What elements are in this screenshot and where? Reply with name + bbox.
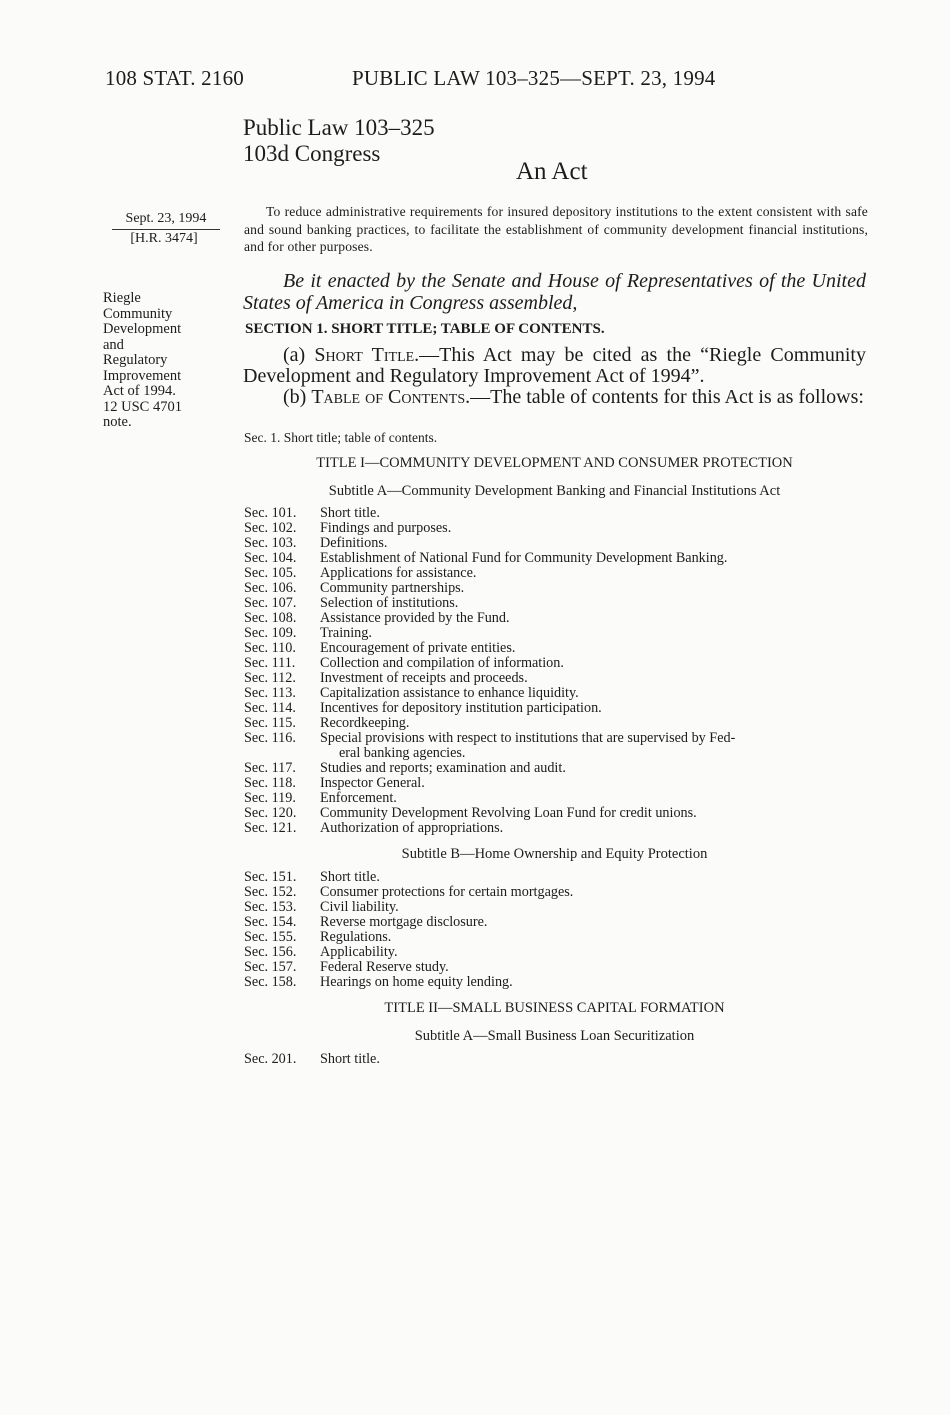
toc-entry bbox=[244, 686, 868, 701]
public-law-number: Public Law 103–325 bbox=[243, 115, 435, 140]
toc-entry-number: Sec. 108. bbox=[244, 610, 297, 626]
toc-entry bbox=[244, 806, 868, 821]
toc-entry-title: Community partnerships. bbox=[320, 580, 465, 596]
toc-entry-number: Sec. 118. bbox=[244, 775, 296, 791]
toc-entry-title: Regulations. bbox=[320, 929, 392, 945]
toc-entry-number: Sec. 103. bbox=[244, 535, 297, 551]
toc-entry bbox=[244, 611, 868, 626]
toc-entry-title: Short title. bbox=[320, 505, 380, 521]
toc-entry-number: Sec. 119. bbox=[244, 790, 296, 806]
toc-entry-title: Short title. bbox=[320, 1051, 380, 1067]
enacting-clause: Be it enacted by the Senate and House of Representatives of the United States of America in Congress assembled, bbox=[243, 270, 866, 314]
page-stat-number: 108 STAT. 2160 bbox=[105, 66, 244, 90]
margin-note-line: note. bbox=[103, 414, 132, 430]
toc-entry-number: Sec. 106. bbox=[244, 580, 297, 596]
toc-entry bbox=[244, 975, 868, 990]
margin-note-line: Riegle bbox=[103, 290, 141, 306]
subsection-a-caption: Short Title bbox=[314, 344, 415, 366]
toc-entry bbox=[244, 641, 868, 656]
toc-entry bbox=[244, 536, 868, 551]
title-1-subtitle-b-heading: Subtitle B—Home Ownership and Equity Protection bbox=[401, 846, 708, 862]
toc-entry bbox=[244, 671, 868, 686]
subsection-a-label: (a) bbox=[283, 344, 315, 366]
toc-entry bbox=[244, 900, 868, 915]
title-1-heading: TITLE I—COMMUNITY DEVELOPMENT AND CONSUMER PROTECTION bbox=[316, 455, 793, 471]
subsection-b-label: (b) bbox=[283, 386, 312, 408]
toc-entry-title: Federal Reserve study. bbox=[320, 959, 449, 975]
toc-entry bbox=[244, 506, 868, 521]
toc-entry-number: Sec. 154. bbox=[244, 914, 297, 930]
toc-entry-number: Sec. 102. bbox=[244, 520, 297, 536]
toc-entry bbox=[244, 731, 868, 746]
toc-entry-title: Encouragement of private entities. bbox=[320, 640, 516, 656]
toc-entry-title: Studies and reports; examination and audit. bbox=[320, 760, 566, 776]
act-purpose-text: To reduce administrative requirements for insured depository institutions to the extent consistent with safe and sound banking practices, to facilitate the establishment of community development financial institutions, and for other purposes. bbox=[244, 204, 868, 254]
toc-entry bbox=[244, 551, 868, 566]
margin-note-line: Act of 1994. bbox=[103, 383, 176, 399]
margin-date-box bbox=[100, 210, 228, 248]
margin-note-line: Community bbox=[103, 305, 173, 322]
toc-entry bbox=[244, 761, 868, 776]
toc-entry bbox=[244, 521, 868, 536]
toc-entry-number: Sec. 104. bbox=[244, 550, 297, 566]
subsection-a bbox=[243, 345, 866, 387]
toc-entry-number: Sec. 153. bbox=[244, 899, 297, 915]
title-2-subtitle-a-heading: Subtitle A—Small Business Loan Securitization bbox=[414, 1028, 695, 1044]
toc-entry-number: Sec. 115. bbox=[244, 715, 296, 731]
toc-entry-title: Investment of receipts and proceeds. bbox=[320, 670, 528, 686]
toc-entry-number: Sec. 155. bbox=[244, 929, 297, 945]
toc-entry bbox=[244, 581, 868, 596]
toc-entry-title: Selection of institutions. bbox=[320, 595, 459, 611]
toc-entry-number: Sec. 113. bbox=[244, 685, 296, 701]
toc-entry-number: Sec. 105. bbox=[244, 565, 297, 581]
toc-entry-title: Applicability. bbox=[320, 944, 398, 960]
toc-entry-title: Hearings on home equity lending. bbox=[320, 974, 513, 990]
act-purpose bbox=[244, 203, 868, 256]
subsection-a-text: .—This Act may be cited as the “Riegle Community Development and Regulatory Improvement Act of 1994”. bbox=[243, 344, 866, 387]
toc-entry-title: Authorization of appropriations. bbox=[320, 820, 504, 836]
toc-entry-number: Sec. 116. bbox=[244, 730, 296, 746]
toc-list-subtitle-a bbox=[244, 506, 868, 836]
toc-entry-number: Sec. 152. bbox=[244, 884, 297, 900]
toc-entry-number: Sec. 111. bbox=[244, 655, 296, 671]
toc-entry bbox=[244, 930, 868, 945]
margin-date: Sept. 23, 1994 bbox=[112, 210, 220, 230]
toc-entry bbox=[244, 596, 868, 611]
toc-entry-title: Recordkeeping. bbox=[320, 715, 410, 731]
title-2-heading: TITLE II—SMALL BUSINESS CAPITAL FORMATION bbox=[384, 1000, 725, 1016]
toc-entry-number: Sec. 117. bbox=[244, 760, 296, 776]
toc-entry-title: Findings and purposes. bbox=[320, 520, 452, 536]
toc-entry-title: Short title. bbox=[320, 869, 380, 885]
toc-entry-number: Sec. 158. bbox=[244, 974, 297, 990]
margin-note-line: Improvement bbox=[103, 367, 182, 384]
margin-bill: [H.R. 3474] bbox=[130, 231, 198, 246]
toc-entry-title: Civil liability. bbox=[320, 899, 399, 915]
margin-note bbox=[103, 291, 225, 431]
toc-entry-number: Sec. 157. bbox=[244, 959, 297, 975]
toc-entry-title: Community Development Revolving Loan Fund for credit unions. bbox=[320, 805, 697, 821]
toc-entry-number: Sec. 151. bbox=[244, 869, 297, 885]
toc-entry-title: Inspector General. bbox=[320, 775, 425, 791]
toc-entry bbox=[244, 1052, 868, 1067]
toc-entry bbox=[244, 716, 868, 731]
toc-entry-title: Collection and compilation of information. bbox=[320, 655, 564, 671]
toc-entry bbox=[244, 945, 868, 960]
toc-entry-title: Special provisions with respect to institutions that are supervised by Fed- bbox=[320, 730, 736, 746]
toc-entry-number: Sec. 109. bbox=[244, 625, 297, 641]
toc-entry-title: Definitions. bbox=[320, 535, 388, 551]
toc-entry bbox=[244, 566, 868, 581]
toc-list-title-2 bbox=[244, 1052, 868, 1067]
toc-sec-1: Sec. 1. Short title; table of contents. bbox=[244, 430, 438, 445]
toc-entry-title: Assistance provided by the Fund. bbox=[320, 610, 510, 626]
toc-entry-title: Consumer protections for certain mortgages. bbox=[320, 884, 574, 900]
margin-note-line: Development bbox=[103, 321, 182, 337]
subsection-b bbox=[243, 387, 866, 408]
toc-entry-title: Capitalization assistance to enhance liquidity. bbox=[320, 685, 579, 701]
toc-entry bbox=[244, 960, 868, 975]
toc-entry bbox=[244, 821, 868, 836]
toc-entry-number: Sec. 120. bbox=[244, 805, 297, 821]
toc-entry-number: Sec. 156. bbox=[244, 944, 297, 960]
toc-entry-continuation: eral banking agencies. bbox=[339, 745, 466, 761]
toc-entry bbox=[244, 870, 868, 885]
congress-number: 103d Congress bbox=[243, 141, 381, 166]
toc-entry bbox=[244, 701, 868, 716]
toc-entry bbox=[244, 791, 868, 806]
subsection-b-caption: Table of Contents bbox=[311, 386, 466, 408]
subsection-b-text: .—The table of contents for this Act is as follows: bbox=[465, 386, 864, 408]
toc-entry-number: Sec. 121. bbox=[244, 820, 297, 836]
toc-entry bbox=[244, 915, 868, 930]
section-1-heading: SECTION 1. SHORT TITLE; TABLE OF CONTENTS. bbox=[245, 321, 605, 337]
toc-entry-number: Sec. 107. bbox=[244, 595, 297, 611]
toc-entry-number: Sec. 201. bbox=[244, 1051, 297, 1067]
an-act-heading: An Act bbox=[516, 158, 588, 185]
toc-entry-title: Enforcement. bbox=[320, 790, 397, 806]
margin-note-line: Regulatory bbox=[103, 352, 168, 368]
toc-list-subtitle-b bbox=[244, 870, 868, 990]
toc-entry bbox=[244, 656, 868, 671]
toc-entry-title: Training. bbox=[320, 625, 372, 641]
title-1-subtitle-a-heading: Subtitle A—Community Development Banking and Financial Institutions Act bbox=[328, 483, 781, 499]
toc-entry-title: Applications for assistance. bbox=[320, 565, 477, 581]
toc-entry bbox=[244, 626, 868, 641]
toc-entry-number: Sec. 114. bbox=[244, 700, 296, 716]
toc-entry bbox=[244, 776, 868, 791]
toc-entry-title: Reverse mortgage disclosure. bbox=[320, 914, 488, 930]
running-title: PUBLIC LAW 103–325—SEPT. 23, 1994 bbox=[352, 66, 716, 90]
margin-note-line: 12 USC 4701 bbox=[103, 398, 182, 415]
toc-entry-title: Establishment of National Fund for Community Development Banking. bbox=[320, 550, 728, 566]
toc-entry-title: Incentives for depository institution participation. bbox=[320, 700, 602, 716]
toc-entry-number: Sec. 112. bbox=[244, 670, 296, 686]
toc-entry-number: Sec. 110. bbox=[244, 640, 296, 656]
toc-entry bbox=[244, 885, 868, 900]
margin-note-line: and bbox=[103, 336, 124, 353]
toc-entry-number: Sec. 101. bbox=[244, 505, 297, 521]
